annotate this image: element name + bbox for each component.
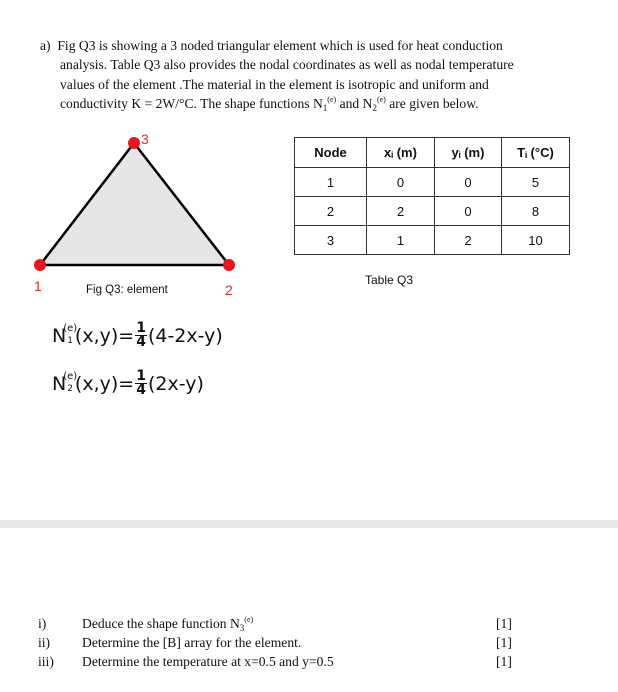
table-cell: 0 — [367, 168, 435, 197]
table-cell: 2 — [435, 226, 502, 255]
intro-line-2: analysis. Table Q3 also provides the nodal coordinates as well as nodal temperature — [60, 57, 514, 73]
table-cell: 3 — [295, 226, 367, 255]
question-label: a) — [40, 38, 51, 53]
table-header-row — [295, 138, 570, 168]
table-cell: 0 — [435, 168, 502, 197]
table-cell: 10 — [502, 226, 570, 255]
intro-line-1: a) Fig Q3 is showing a 3 noded triangular element which is used for heat conduction — [40, 38, 503, 53]
section-divider — [0, 520, 618, 528]
node-3-marker — [128, 137, 140, 149]
triangle-element-figure — [0, 128, 270, 308]
intro-line-3: values of the element .The material in the element is isotropic and uniform and — [60, 76, 489, 92]
table-cell: 2 — [295, 197, 367, 226]
node-1-label: 1 — [34, 278, 42, 294]
marks: [1] — [496, 654, 512, 669]
table-caption: Table Q3 — [365, 273, 414, 287]
table-row — [295, 168, 570, 197]
table-cell: 1 — [295, 168, 367, 197]
intro-paragraph — [40, 36, 585, 115]
node-1-marker — [34, 259, 46, 271]
table-row — [295, 226, 570, 255]
header-node: Node — [295, 138, 367, 168]
table-cell: 0 — [435, 197, 502, 226]
figure-caption: Fig Q3: element — [86, 284, 168, 296]
intro-line-4: conductivity K = 2W/°C. The shape functions $N_1^{(e)}$ and $N_2^{(e)}$ are given below. — [60, 94, 479, 113]
table-cell: 5 — [502, 168, 570, 197]
table-cell: 2 — [367, 197, 435, 226]
fraction: $\frac{1}{4}$ — [136, 320, 146, 350]
table-cell: 1 — [367, 226, 435, 255]
header-y: yᵢ (m) — [435, 138, 502, 168]
node-3-label: 3 — [141, 131, 149, 147]
table-row — [295, 197, 570, 226]
node-2-label: 2 — [225, 282, 233, 298]
marks: [1] — [496, 635, 512, 650]
header-temperature: Tᵢ (°C) — [502, 138, 570, 168]
shape-function-n1: N (e) 1 (x,y) = $\frac{1}{4}$ (4-2x-y) — [52, 320, 223, 350]
triangle-element — [40, 143, 229, 265]
marks: [1] — [496, 616, 512, 631]
fraction: $\frac{1}{4}$ — [136, 368, 146, 398]
node-2-marker — [223, 259, 235, 271]
nodal-data-table — [294, 137, 570, 255]
header-x: xᵢ (m) — [367, 138, 435, 168]
table-cell: 8 — [502, 197, 570, 226]
shape-function-n2: N (e) 2 (x,y) = $\frac{1}{4}$ (2x-y) — [52, 368, 204, 398]
